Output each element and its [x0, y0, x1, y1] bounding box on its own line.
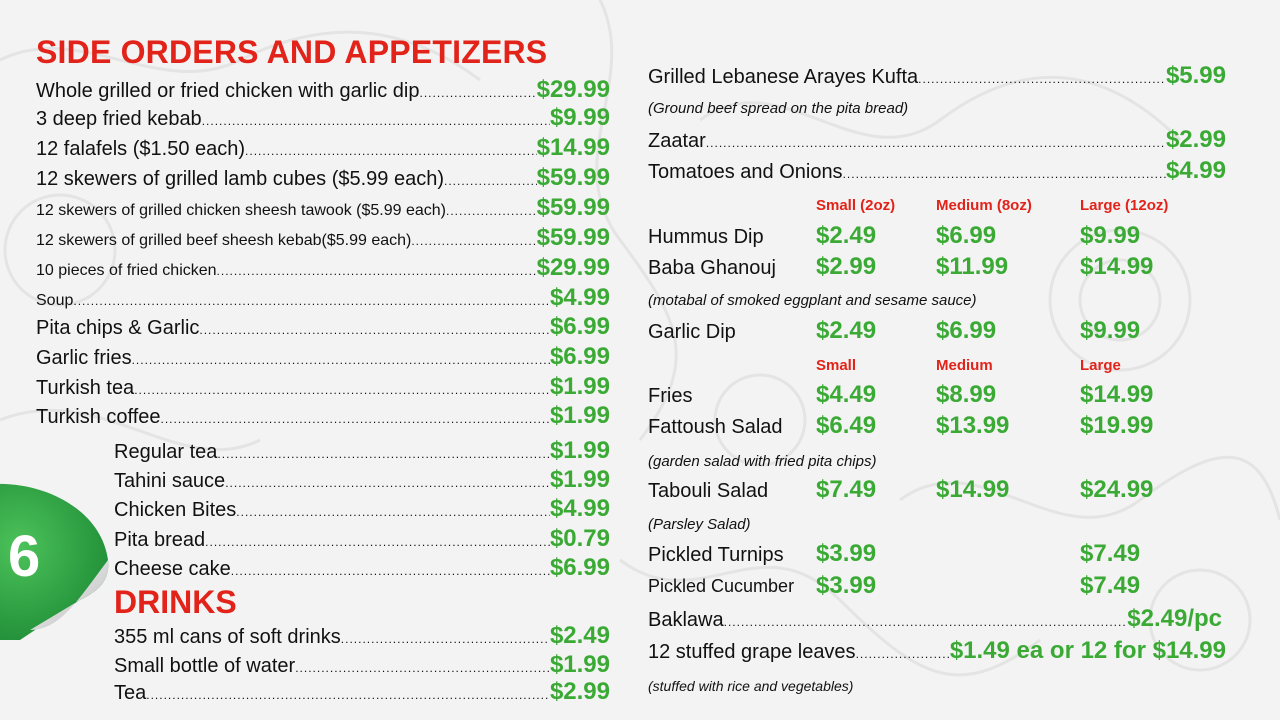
list-item: 3 deep fried kebab ..... $9.99 — [36, 104, 610, 132]
drinks-title: DRINKS — [114, 584, 237, 620]
list-item: Tahini sauce ..... $1.99 — [114, 466, 610, 494]
list-item: Turkish tea ..... $1.99 — [36, 373, 610, 401]
size-header-large: Large (12oz) — [1080, 197, 1169, 214]
list-item: 12 skewers of grilled lamb cubes ($5.99 each) ..... $59.99 — [36, 164, 610, 192]
list-item: Regular tea ..... $1.99 — [114, 437, 610, 465]
list-item: Pita chips & Garlic ..... $6.99 — [36, 313, 610, 341]
badge-number: 6 — [8, 524, 41, 589]
grape-note: (stuffed with rice and vegetables) — [648, 678, 854, 694]
list-item: 10 pieces of fried chicken ..... $29.99 — [36, 254, 610, 282]
size-header-large: Large — [1080, 357, 1121, 374]
size-header-small: Small (2oz) — [816, 197, 896, 214]
list-item: Whole grilled or fried chicken with garlic dip ..... $29.99 — [36, 76, 610, 104]
list-item: Chicken Bites ..... $4.99 — [114, 495, 610, 523]
list-item: 12 skewers of grilled beef sheesh kebab($5.99 each) ..... $59.99 — [36, 224, 610, 252]
list-item-kufta: Grilled Lebanese Arayes Kufta ..... $5.99 — [648, 62, 1226, 90]
list-item: Small bottle of water ..... $1.99 — [114, 651, 610, 679]
list-item: 355 ml cans of soft drinks ..... $2.49 — [114, 622, 610, 650]
kufta-note: (Ground beef spread on the pita bread) — [648, 100, 909, 117]
size-header-medium: Medium — [936, 357, 993, 374]
list-item: Tea ..... $2.99 — [114, 678, 610, 706]
list-item-baklawa: Baklawa ..... $2.49/pc — [648, 605, 1222, 633]
list-item-tomatoes: Tomatoes and Onions ..... $4.99 — [648, 157, 1226, 185]
list-item: Garlic fries ..... $6.99 — [36, 343, 610, 371]
size-header-medium: Medium (8oz) — [936, 197, 1032, 214]
list-item-grape-leaves: 12 stuffed grape leaves ..... $1.49 ea or 12 for $14.99 — [648, 637, 1226, 665]
appetizers-title: SIDE ORDERS AND APPETIZERS — [36, 34, 548, 70]
list-item: 12 skewers of grilled chicken sheesh tawook ($5.99 each) ..... $59.99 — [36, 194, 610, 222]
list-item: Pita bread ..... $0.79 — [114, 525, 610, 553]
size-header-small: Small — [816, 357, 857, 374]
list-item-zaatar: Zaatar ..... $2.99 — [648, 126, 1226, 154]
list-item: Soup ..... $4.99 — [36, 284, 610, 312]
list-item: Turkish coffee ..... $1.99 — [36, 402, 610, 430]
baba-note: (motabal of smoked eggplant and sesame sauce) — [648, 292, 977, 309]
list-item: 12 falafels ($1.50 each) ..... $14.99 — [36, 134, 610, 162]
list-item: Cheese cake ..... $6.99 — [114, 554, 610, 582]
tabouli-note: (Parsley Salad) — [648, 516, 751, 533]
fattoush-note: (garden salad with fried pita chips) — [648, 453, 877, 470]
